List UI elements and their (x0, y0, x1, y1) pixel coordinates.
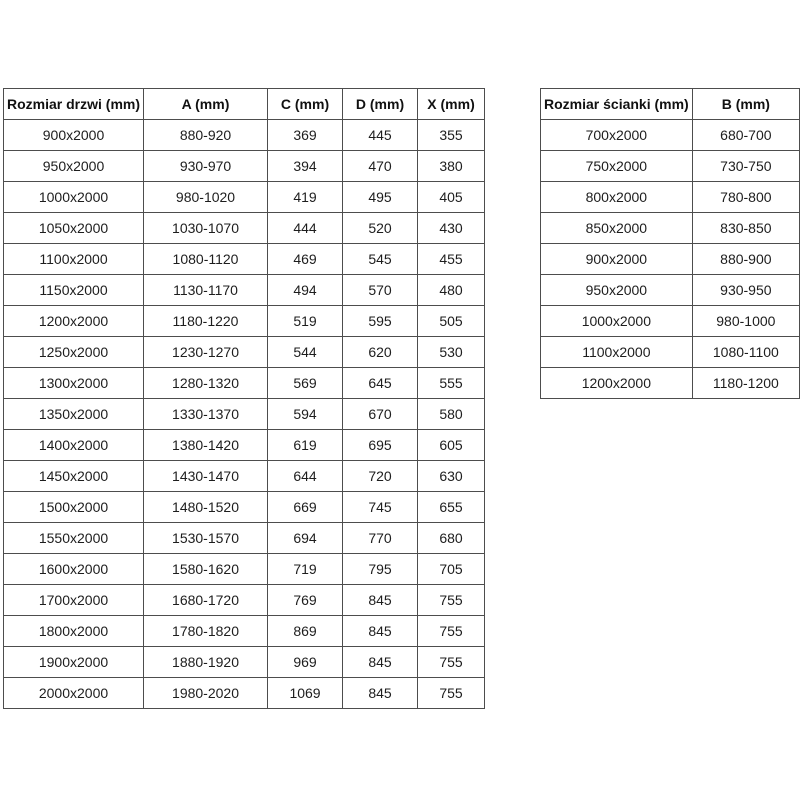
table-cell: 1030-1070 (144, 213, 268, 244)
table-row (4, 616, 485, 647)
table-cell: 505 (418, 306, 485, 337)
table-cell: 520 (343, 213, 418, 244)
table-cell: 605 (418, 430, 485, 461)
table-row (4, 523, 485, 554)
door-size-table (3, 88, 485, 709)
table-cell: 845 (343, 678, 418, 709)
table-cell: 980-1020 (144, 182, 268, 213)
table-cell: 730-750 (692, 151, 799, 182)
table-cell: 1180-1200 (692, 368, 799, 399)
table-cell: 880-920 (144, 120, 268, 151)
table-cell: 694 (268, 523, 343, 554)
table-cell: 645 (343, 368, 418, 399)
table-cell: 1250x2000 (4, 337, 144, 368)
header-row (4, 89, 485, 120)
table-cell: 455 (418, 244, 485, 275)
table-cell: 755 (418, 585, 485, 616)
table-cell: 1200x2000 (4, 306, 144, 337)
table-cell: 850x2000 (541, 213, 693, 244)
table-cell: 880-900 (692, 244, 799, 275)
table-cell: 745 (343, 492, 418, 523)
wall-size-table-container (540, 88, 800, 399)
wall-size-table (540, 88, 800, 399)
table-cell: 845 (343, 616, 418, 647)
table-row (541, 244, 800, 275)
table-cell: 519 (268, 306, 343, 337)
table-cell: 1080-1100 (692, 337, 799, 368)
table-cell: 670 (343, 399, 418, 430)
table-row (4, 368, 485, 399)
table-cell: 1780-1820 (144, 616, 268, 647)
table-cell: 1150x2000 (4, 275, 144, 306)
table-cell: 1330-1370 (144, 399, 268, 430)
table-row (4, 244, 485, 275)
table-cell: 580 (418, 399, 485, 430)
table-row (4, 678, 485, 709)
table-cell: 980-1000 (692, 306, 799, 337)
table-cell: 1350x2000 (4, 399, 144, 430)
table-cell: 419 (268, 182, 343, 213)
table-cell: 355 (418, 120, 485, 151)
table-cell: 470 (343, 151, 418, 182)
table-cell: 1000x2000 (4, 182, 144, 213)
table-row (541, 151, 800, 182)
table-cell: 544 (268, 337, 343, 368)
table-cell: 755 (418, 647, 485, 678)
table-cell: 950x2000 (541, 275, 693, 306)
table-row (4, 275, 485, 306)
table-row (4, 120, 485, 151)
table-cell: 969 (268, 647, 343, 678)
table-cell: 1450x2000 (4, 461, 144, 492)
table-cell: 1000x2000 (541, 306, 693, 337)
table-cell: 930-970 (144, 151, 268, 182)
column-header: Rozmiar drzwi (mm) (4, 89, 144, 120)
table-cell: 669 (268, 492, 343, 523)
table-cell: 619 (268, 430, 343, 461)
table-row (4, 337, 485, 368)
table-cell: 1280-1320 (144, 368, 268, 399)
table-cell: 1550x2000 (4, 523, 144, 554)
table-cell: 594 (268, 399, 343, 430)
table-cell: 680-700 (692, 120, 799, 151)
table-cell: 444 (268, 213, 343, 244)
table-cell: 1069 (268, 678, 343, 709)
table-cell: 680 (418, 523, 485, 554)
table-row (541, 368, 800, 399)
table-cell: 644 (268, 461, 343, 492)
table-cell: 570 (343, 275, 418, 306)
table-cell: 530 (418, 337, 485, 368)
table-cell: 1480-1520 (144, 492, 268, 523)
table-cell: 394 (268, 151, 343, 182)
table-cell: 630 (418, 461, 485, 492)
table-cell: 695 (343, 430, 418, 461)
table-cell: 755 (418, 616, 485, 647)
table-cell: 620 (343, 337, 418, 368)
column-header: Rozmiar ścianki (mm) (541, 89, 693, 120)
table-cell: 555 (418, 368, 485, 399)
table-cell: 1680-1720 (144, 585, 268, 616)
table-cell: 1530-1570 (144, 523, 268, 554)
table-cell: 700x2000 (541, 120, 693, 151)
table-row (541, 337, 800, 368)
table-cell: 755 (418, 678, 485, 709)
table-cell: 1580-1620 (144, 554, 268, 585)
table-row (4, 554, 485, 585)
table-row (541, 120, 800, 151)
table-row (4, 306, 485, 337)
header-row (541, 89, 800, 120)
table-row (4, 151, 485, 182)
table-cell: 1300x2000 (4, 368, 144, 399)
table-cell: 430 (418, 213, 485, 244)
door-size-table-container (3, 88, 485, 709)
table-cell: 655 (418, 492, 485, 523)
table-cell: 1700x2000 (4, 585, 144, 616)
table-cell: 1180-1220 (144, 306, 268, 337)
door-size-table-body (4, 120, 485, 709)
table-cell: 1880-1920 (144, 647, 268, 678)
table-cell: 869 (268, 616, 343, 647)
table-cell: 769 (268, 585, 343, 616)
table-cell: 405 (418, 182, 485, 213)
table-row (541, 275, 800, 306)
table-cell: 800x2000 (541, 182, 693, 213)
table-cell: 595 (343, 306, 418, 337)
table-cell: 1500x2000 (4, 492, 144, 523)
table-cell: 1050x2000 (4, 213, 144, 244)
table-cell: 770 (343, 523, 418, 554)
table-cell: 1600x2000 (4, 554, 144, 585)
table-cell: 1980-2020 (144, 678, 268, 709)
wall-size-table-head (541, 89, 800, 120)
column-header: A (mm) (144, 89, 268, 120)
table-cell: 720 (343, 461, 418, 492)
table-cell: 845 (343, 647, 418, 678)
table-cell: 1800x2000 (4, 616, 144, 647)
table-cell: 1230-1270 (144, 337, 268, 368)
table-cell: 1100x2000 (541, 337, 693, 368)
table-cell: 780-800 (692, 182, 799, 213)
table-cell: 1130-1170 (144, 275, 268, 306)
table-row (4, 461, 485, 492)
table-cell: 1400x2000 (4, 430, 144, 461)
table-cell: 750x2000 (541, 151, 693, 182)
table-cell: 369 (268, 120, 343, 151)
table-row (4, 399, 485, 430)
table-cell: 494 (268, 275, 343, 306)
table-cell: 830-850 (692, 213, 799, 244)
table-cell: 469 (268, 244, 343, 275)
table-row (4, 585, 485, 616)
table-cell: 2000x2000 (4, 678, 144, 709)
table-cell: 1080-1120 (144, 244, 268, 275)
table-row (4, 430, 485, 461)
table-cell: 495 (343, 182, 418, 213)
column-header: B (mm) (692, 89, 799, 120)
door-size-table-head (4, 89, 485, 120)
table-cell: 569 (268, 368, 343, 399)
column-header: D (mm) (343, 89, 418, 120)
table-cell: 445 (343, 120, 418, 151)
table-cell: 795 (343, 554, 418, 585)
column-header: C (mm) (268, 89, 343, 120)
wall-size-table-body (541, 120, 800, 399)
table-cell: 900x2000 (4, 120, 144, 151)
table-cell: 930-950 (692, 275, 799, 306)
table-row (4, 182, 485, 213)
table-cell: 900x2000 (541, 244, 693, 275)
table-row (541, 306, 800, 337)
table-row (541, 213, 800, 244)
table-row (4, 647, 485, 678)
table-cell: 1100x2000 (4, 244, 144, 275)
table-cell: 705 (418, 554, 485, 585)
table-cell: 545 (343, 244, 418, 275)
table-row (4, 213, 485, 244)
table-cell: 1430-1470 (144, 461, 268, 492)
table-cell: 1900x2000 (4, 647, 144, 678)
table-cell: 380 (418, 151, 485, 182)
column-header: X (mm) (418, 89, 485, 120)
table-cell: 1200x2000 (541, 368, 693, 399)
table-cell: 845 (343, 585, 418, 616)
table-cell: 480 (418, 275, 485, 306)
table-row (541, 182, 800, 213)
table-cell: 1380-1420 (144, 430, 268, 461)
table-cell: 719 (268, 554, 343, 585)
table-row (4, 492, 485, 523)
table-cell: 950x2000 (4, 151, 144, 182)
